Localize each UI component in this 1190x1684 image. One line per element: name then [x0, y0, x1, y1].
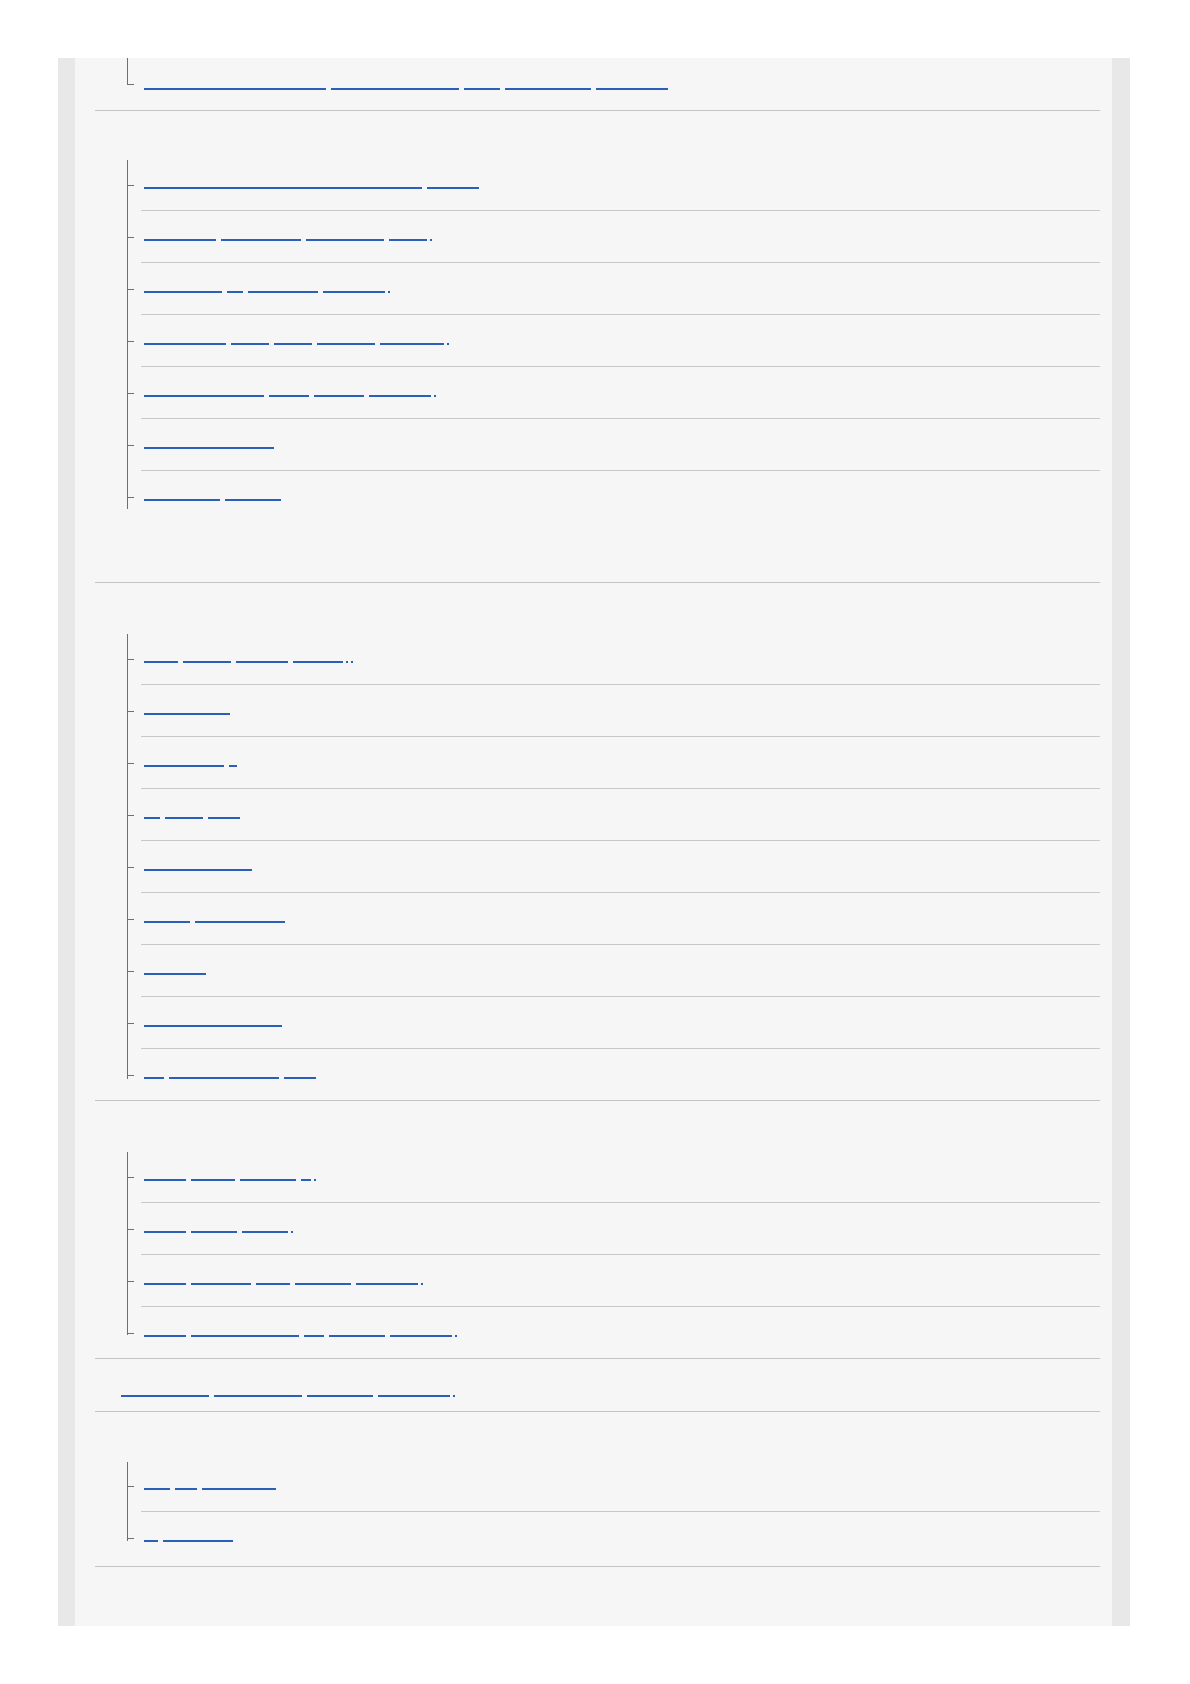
toc-item[interactable] [141, 945, 1100, 997]
toc-item[interactable] [141, 633, 1100, 685]
link-bars[interactable] [144, 1530, 233, 1542]
link-bars[interactable] [121, 1385, 455, 1397]
toc-item[interactable] [141, 419, 1100, 471]
toc-item[interactable] [141, 315, 1100, 367]
link-bars[interactable] [144, 807, 240, 819]
link-bars[interactable] [144, 1478, 276, 1490]
tree-branch [127, 185, 134, 186]
content-area [75, 58, 1112, 1626]
link-bars[interactable] [144, 651, 353, 663]
tree-branch [127, 1486, 134, 1487]
link-bars[interactable] [144, 437, 274, 449]
link-bars[interactable] [144, 859, 252, 871]
toc-item[interactable] [141, 471, 1100, 523]
link-bars[interactable] [144, 1015, 282, 1027]
toc-item[interactable] [141, 789, 1100, 841]
link-bars[interactable] [144, 229, 432, 241]
link-bars[interactable] [144, 333, 449, 345]
toc-item[interactable] [141, 893, 1100, 945]
toc-group-0 [95, 58, 1100, 111]
link-bars[interactable] [144, 1169, 316, 1181]
tree-branch [127, 763, 134, 764]
tree-branch [127, 1075, 134, 1076]
toc-group-1 [95, 111, 1100, 583]
toc-item[interactable] [141, 1512, 1100, 1564]
tree-branch [127, 445, 134, 446]
toc-item[interactable] [141, 1049, 1100, 1101]
toc-item[interactable] [141, 1460, 1100, 1512]
link-bars[interactable] [144, 489, 281, 501]
page-frame [58, 58, 1130, 1626]
link-bars[interactable] [144, 385, 436, 397]
toc-item[interactable] [141, 997, 1100, 1049]
toc-item[interactable] [141, 211, 1100, 263]
tree-branch [127, 867, 134, 868]
toc-group-5 [95, 1412, 1100, 1567]
tree-branch [127, 1023, 134, 1024]
link-bars[interactable] [144, 281, 390, 293]
tree-branch [127, 1229, 134, 1230]
link-bars[interactable] [144, 911, 285, 923]
tree-branch [127, 341, 134, 342]
toc-item[interactable] [141, 1307, 1100, 1359]
tree-branch [127, 393, 134, 394]
link-bars[interactable] [144, 963, 206, 975]
link-bars[interactable] [144, 1325, 457, 1337]
toc-group-2 [95, 583, 1100, 1101]
toc-item[interactable] [141, 263, 1100, 315]
link-bars[interactable] [144, 1221, 293, 1233]
tree-branch [127, 84, 134, 85]
toc-top-item[interactable] [95, 1359, 1100, 1412]
tree-branch [127, 1177, 134, 1178]
toc-item[interactable] [141, 159, 1100, 211]
link-bars[interactable] [144, 755, 237, 767]
tree-branch [127, 659, 134, 660]
link-bars[interactable] [144, 1067, 316, 1079]
tree-branch [127, 497, 134, 498]
tree-branch [127, 1281, 134, 1282]
toc-group-3 [95, 1101, 1100, 1359]
tree-branch [127, 1538, 134, 1539]
tree-branch [127, 815, 134, 816]
link-bars[interactable] [144, 78, 668, 90]
toc-item[interactable] [141, 367, 1100, 419]
tree-branch [127, 237, 134, 238]
toc-item[interactable] [141, 1255, 1100, 1307]
tree-branch [127, 711, 134, 712]
link-bars[interactable] [144, 1273, 423, 1285]
tree-branch [127, 971, 134, 972]
toc-item[interactable] [141, 1203, 1100, 1255]
link-bars[interactable] [144, 177, 479, 189]
link-bars[interactable] [144, 703, 230, 715]
toc-item[interactable] [141, 737, 1100, 789]
toc-item[interactable] [141, 58, 1100, 110]
toc-item[interactable] [141, 841, 1100, 893]
tree-branch [127, 1333, 134, 1334]
tree-branch [127, 919, 134, 920]
toc-item[interactable] [141, 685, 1100, 737]
toc-item[interactable] [141, 1151, 1100, 1203]
tree-branch [127, 289, 134, 290]
